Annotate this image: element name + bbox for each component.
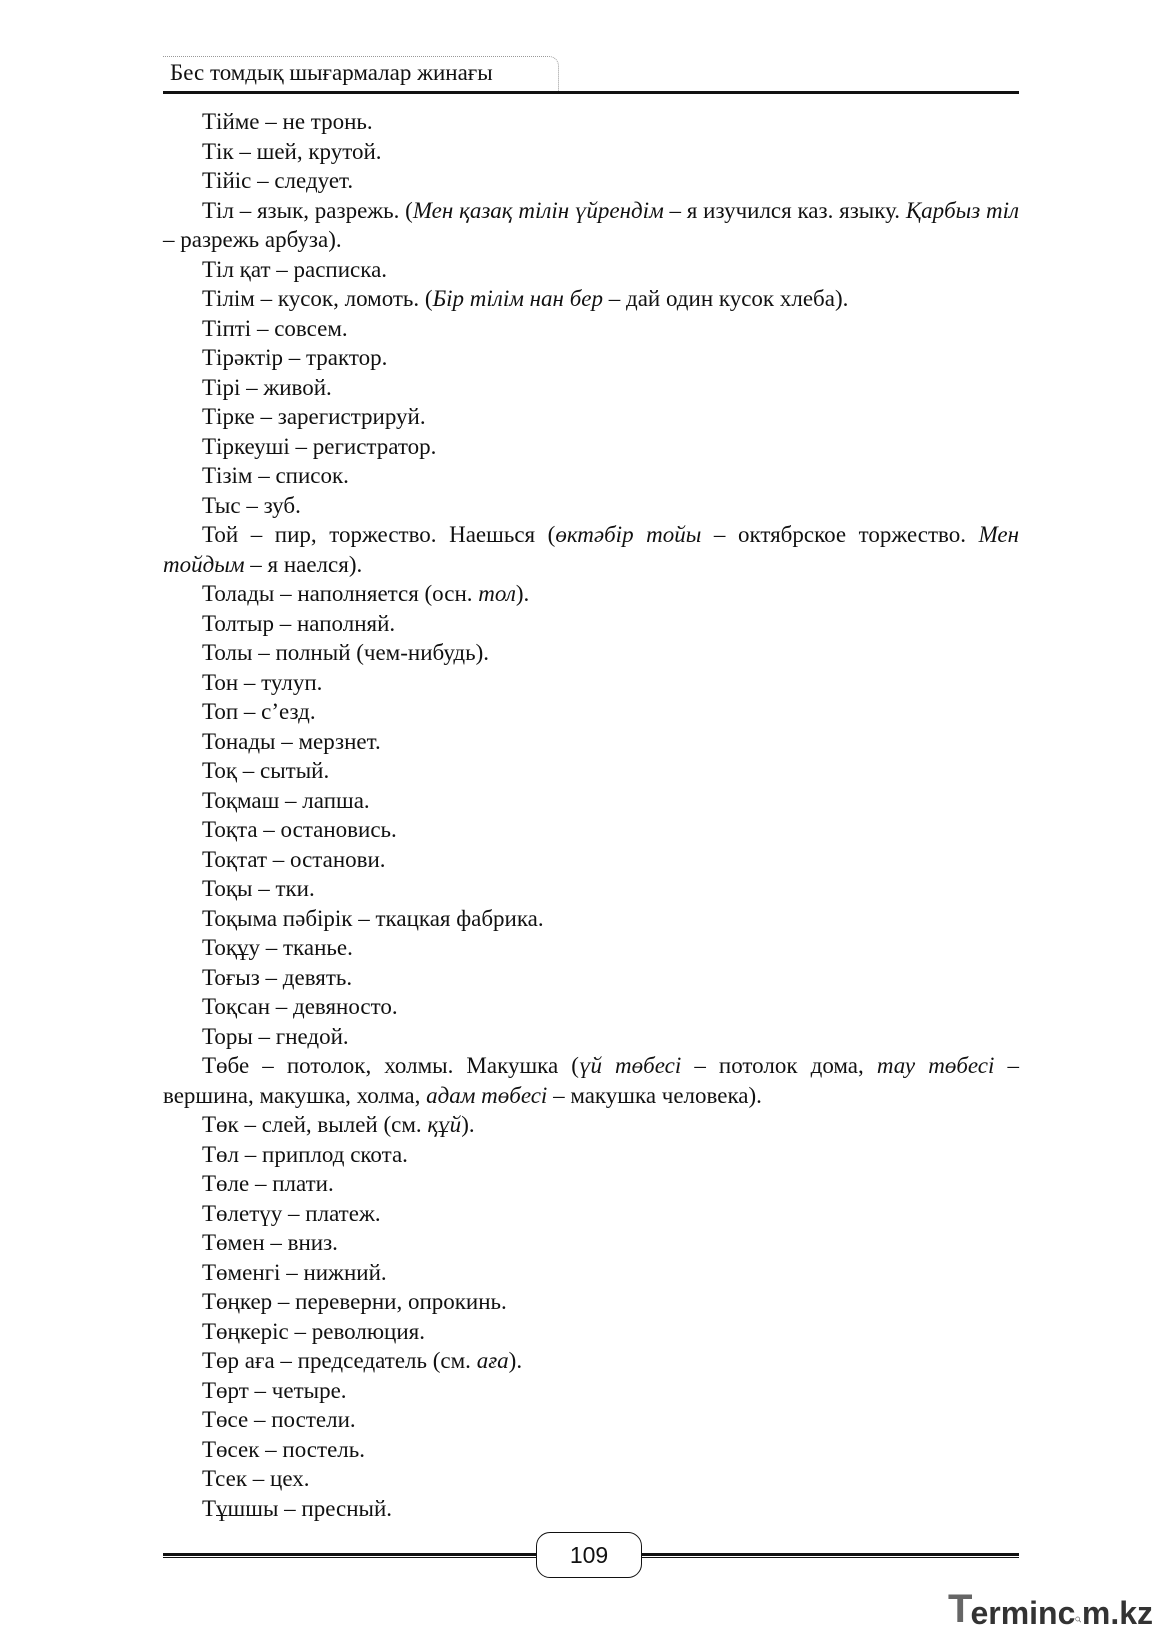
- dictionary-entry: [163, 1346, 1019, 1376]
- dictionary-entry: [163, 668, 1019, 698]
- entry-text: Төсе – постели.: [202, 1407, 356, 1432]
- entry-text: Топ – с’езд.: [202, 699, 316, 724]
- entry-text: Тоқта – остановись.: [202, 817, 397, 842]
- entry-text: ).: [461, 1112, 475, 1137]
- dictionary-entry: [163, 1022, 1019, 1052]
- dictionary-entry: [163, 933, 1019, 963]
- dictionary-entry: [163, 491, 1019, 521]
- entry-text: – октябрское торжество.: [701, 522, 979, 547]
- watermark-logo: [948, 1587, 1153, 1632]
- dictionary-entry: [163, 1287, 1019, 1317]
- entry-text: ).: [515, 581, 530, 606]
- entry-example-italic: Қарбыз тіл: [905, 197, 1020, 223]
- entry-text: Тізім – список.: [202, 463, 349, 488]
- footer-rule-left: [163, 1553, 537, 1558]
- dictionary-entry: [163, 137, 1019, 167]
- dictionary-entry: [163, 373, 1019, 403]
- dictionary-entry: [163, 1051, 1019, 1110]
- entry-text: Тік – шей, крутой.: [202, 138, 382, 164]
- entry-text: Тілім – кусок, ломоть. (: [202, 286, 433, 311]
- dictionary-entry: [163, 1376, 1019, 1406]
- entry-text: Тіл қат – расписка.: [202, 256, 388, 282]
- dictionary-entries: [163, 107, 1019, 1523]
- entry-example-italic: Мен қазақ тілін үйрендім: [412, 197, 664, 223]
- dictionary-entry: [163, 638, 1019, 668]
- entry-text: Тоқтат – останови.: [202, 846, 386, 872]
- entry-text: Тійме – не тронь.: [202, 109, 373, 134]
- entry-text: Төле – плати.: [202, 1171, 334, 1196]
- entry-text: Тоқсан – девяносто.: [202, 994, 398, 1019]
- dictionary-entry: [163, 1228, 1019, 1258]
- dictionary-entry: [163, 1464, 1019, 1494]
- dictionary-entry: [163, 609, 1019, 639]
- entry-text: Төлетүу – платеж.: [202, 1200, 381, 1226]
- running-header-title: Бес томдық шығармалар жинағы: [170, 60, 493, 85]
- dictionary-entry: [163, 1435, 1019, 1465]
- dictionary-entry: [163, 727, 1019, 757]
- dictionary-entry: [163, 432, 1019, 462]
- entry-text: Тоғыз – девять.: [202, 964, 353, 990]
- dictionary-entry: [163, 579, 1019, 609]
- entry-text: – потолок дома,: [681, 1053, 877, 1078]
- entry-text: Төрт – четыре.: [202, 1377, 347, 1403]
- dictionary-entry: [163, 1140, 1019, 1170]
- entry-example-italic: Бір тілім нан бер: [432, 286, 603, 311]
- entry-text: Төл – приплод скота.: [202, 1141, 408, 1167]
- dictionary-entry: [163, 1317, 1019, 1347]
- entry-text: Тійіс – следует.: [202, 168, 354, 193]
- dictionary-entry: [163, 1494, 1019, 1524]
- entry-text: Той – пир, торжество. Наешься (: [202, 522, 556, 547]
- entry-text: – я наелся).: [244, 551, 363, 577]
- entry-text: Төсек – постель.: [202, 1436, 365, 1462]
- entry-example-italic: құй: [427, 1112, 462, 1137]
- entry-text: Төңкеріс – революция.: [202, 1318, 425, 1344]
- entry-text: – вершина, макушка, холма,: [163, 1053, 1019, 1108]
- dictionary-entry: [163, 343, 1019, 373]
- dictionary-entry: [163, 1258, 1019, 1288]
- entry-text: Тұшшы – пресный.: [202, 1495, 393, 1521]
- dictionary-entry: [163, 992, 1019, 1022]
- entry-text: Тсек – цех.: [202, 1466, 310, 1491]
- dictionary-entry: [163, 815, 1019, 845]
- entry-text: Төмен – вниз.: [202, 1230, 338, 1255]
- entry-example-italic: Мен тойдым: [163, 522, 1020, 577]
- dictionary-entry: [163, 107, 1019, 137]
- entry-text: Тонады – мерзнет.: [202, 728, 381, 754]
- entry-text: – я изучился каз. языку.: [663, 197, 906, 223]
- entry-text: Толтыр – наполняй.: [202, 610, 396, 636]
- entry-text: Төр аға – председатель (см.: [202, 1348, 477, 1373]
- entry-text: Тоқыма пәбірік – ткацкая фабрика.: [202, 905, 544, 931]
- entry-text: Толы – полный (чем-нибудь).: [202, 640, 489, 665]
- dictionary-entry: [163, 284, 1019, 314]
- entry-example-italic: үй төбесі: [578, 1053, 682, 1078]
- dictionary-entry: [163, 697, 1019, 727]
- dictionary-entry: [163, 520, 1019, 579]
- entry-text: Төңкер – переверни, опрокинь.: [202, 1289, 507, 1314]
- dictionary-entry: [163, 402, 1019, 432]
- entry-text: Тіркеуші – регистратор.: [202, 433, 437, 459]
- dictionary-entry: [163, 1199, 1019, 1229]
- entry-text: – дай один кусок хлеба).: [603, 286, 849, 311]
- entry-example-italic: тау төбесі: [876, 1053, 995, 1078]
- entry-text: Төбе – потолок, холмы. Макушка (: [202, 1053, 579, 1078]
- entry-text: Тірке – зарегистрируй.: [202, 404, 426, 429]
- dictionary-entry: [163, 461, 1019, 491]
- watermark-text-a: erminc: [970, 1595, 1076, 1631]
- dictionary-entry: [163, 314, 1019, 344]
- entry-text: – макушка человека).: [547, 1082, 762, 1108]
- dictionary-entry: [163, 1405, 1019, 1435]
- dictionary-entry: [163, 166, 1019, 196]
- entry-text: Тоқұу – тканье.: [202, 935, 353, 960]
- entry-text: Төменгі – нижний.: [202, 1259, 387, 1285]
- entry-text: ).: [508, 1348, 523, 1373]
- dictionary-entry: [163, 1169, 1019, 1199]
- page-number: 109: [536, 1532, 642, 1578]
- entry-example-italic: өктәбір тойы: [555, 522, 702, 547]
- entry-example-italic: адам төбесі: [426, 1082, 548, 1108]
- dictionary-entry: [163, 845, 1019, 875]
- watermark-letter: T: [948, 1587, 973, 1631]
- dictionary-entry: [163, 874, 1019, 904]
- footer-rule-right: [642, 1553, 1019, 1558]
- entry-text: – разрежь арбуза).: [163, 227, 342, 252]
- entry-text: Тіл – язык, разрежь. (: [202, 197, 413, 223]
- dictionary-entry: [163, 904, 1019, 934]
- dictionary-entry: [163, 1110, 1019, 1140]
- entry-example-italic: тол: [478, 581, 516, 606]
- entry-text: Тоқмаш – лапша.: [202, 787, 370, 813]
- entry-text: Тірәктір – трактор.: [202, 345, 388, 370]
- dictionary-entry: [163, 255, 1019, 285]
- dictionary-entry: [163, 196, 1019, 255]
- watermark-text-b: m.kz: [1081, 1595, 1153, 1631]
- entry-text: Тыс – зуб.: [202, 492, 301, 518]
- entry-text: Тоқы – тки.: [202, 876, 315, 901]
- dictionary-entry: [163, 756, 1019, 786]
- dictionary-entry: [163, 786, 1019, 816]
- entry-text: Төк – слей, вылей (см.: [202, 1112, 428, 1137]
- entry-text: Тон – тулуп.: [202, 669, 323, 695]
- entry-text: Толады – наполняется (осн.: [202, 581, 479, 606]
- entry-text: Тіпті – совсем.: [202, 315, 348, 341]
- entry-text: Торы – гнедой.: [202, 1023, 349, 1049]
- entry-example-italic: аға: [476, 1348, 509, 1373]
- header-rule: [163, 91, 1019, 94]
- entry-text: Тоқ – сытый.: [202, 758, 330, 783]
- entry-text: Тірі – живой.: [202, 374, 332, 400]
- dictionary-entry: [163, 963, 1019, 993]
